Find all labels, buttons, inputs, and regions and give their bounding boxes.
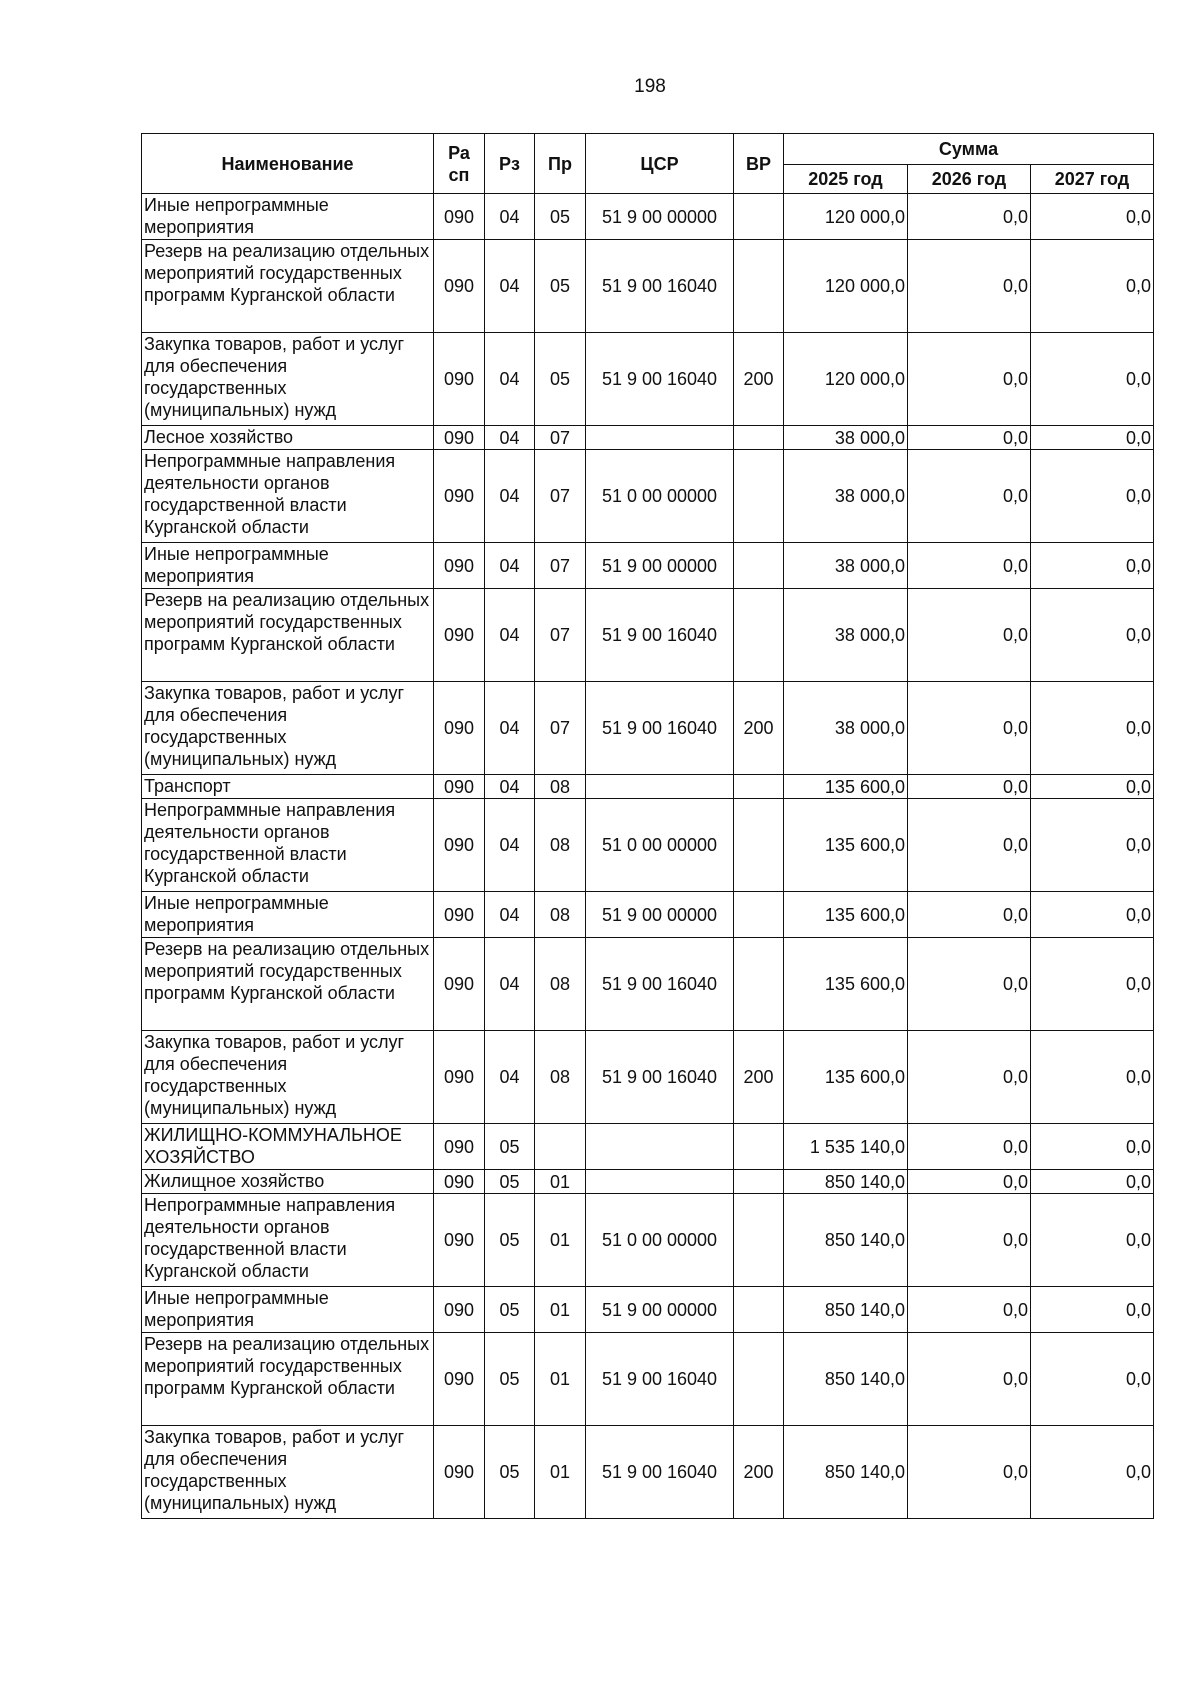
cell-csr: 51 9 00 16040 <box>586 1333 734 1426</box>
cell-rz: 04 <box>485 450 535 543</box>
cell-rasp: 090 <box>434 426 485 450</box>
cell-pr: 01 <box>535 1287 586 1333</box>
cell-y2027: 0,0 <box>1031 333 1154 426</box>
cell-y2026: 0,0 <box>908 1426 1031 1519</box>
header-year-2025: 2025 год <box>784 165 908 194</box>
table-row <box>142 333 1154 426</box>
cell-y2026: 0,0 <box>908 892 1031 938</box>
cell-name: Иные непрограммные мероприятия <box>142 543 434 589</box>
cell-vr <box>734 194 784 240</box>
cell-pr: 08 <box>535 1031 586 1124</box>
cell-name: Резерв на реализацию отдельных мероприятий государственных программ Курганской области <box>142 938 434 1031</box>
table-row <box>142 194 1154 240</box>
cell-rz: 05 <box>485 1333 535 1426</box>
cell-name: ЖИЛИЩНО-КОММУНАЛЬНОЕ ХОЗЯЙСТВО <box>142 1124 434 1170</box>
cell-pr: 05 <box>535 194 586 240</box>
cell-y2027: 0,0 <box>1031 589 1154 682</box>
cell-rz: 05 <box>485 1194 535 1287</box>
cell-csr: 51 9 00 16040 <box>586 1426 734 1519</box>
cell-y2026: 0,0 <box>908 194 1031 240</box>
cell-y2026: 0,0 <box>908 775 1031 799</box>
cell-y2025: 1 535 140,0 <box>784 1124 908 1170</box>
cell-rz: 04 <box>485 799 535 892</box>
cell-y2027: 0,0 <box>1031 194 1154 240</box>
cell-y2025: 135 600,0 <box>784 799 908 892</box>
cell-csr: 51 9 00 16040 <box>586 938 734 1031</box>
cell-csr: 51 0 00 00000 <box>586 450 734 543</box>
cell-rasp: 090 <box>434 938 485 1031</box>
cell-rz: 04 <box>485 194 535 240</box>
cell-pr: 07 <box>535 589 586 682</box>
cell-y2027: 0,0 <box>1031 1124 1154 1170</box>
cell-rz: 04 <box>485 240 535 333</box>
cell-y2025: 120 000,0 <box>784 333 908 426</box>
cell-rz: 04 <box>485 1031 535 1124</box>
cell-name: Резерв на реализацию отдельных мероприятий государственных программ Курганской области <box>142 1333 434 1426</box>
cell-y2026: 0,0 <box>908 1124 1031 1170</box>
table-row <box>142 682 1154 775</box>
cell-rasp: 090 <box>434 799 485 892</box>
cell-y2026: 0,0 <box>908 333 1031 426</box>
cell-y2026: 0,0 <box>908 426 1031 450</box>
table-row <box>142 1426 1154 1519</box>
cell-csr: 51 9 00 16040 <box>586 240 734 333</box>
cell-vr <box>734 1194 784 1287</box>
cell-rasp: 090 <box>434 1333 485 1426</box>
cell-y2027: 0,0 <box>1031 1333 1154 1426</box>
cell-y2026: 0,0 <box>908 1333 1031 1426</box>
table-row <box>142 240 1154 333</box>
cell-y2026: 0,0 <box>908 450 1031 543</box>
cell-rasp: 090 <box>434 1031 485 1124</box>
cell-y2025: 120 000,0 <box>784 194 908 240</box>
cell-csr: 51 9 00 16040 <box>586 682 734 775</box>
cell-vr <box>734 543 784 589</box>
cell-csr <box>586 1170 734 1194</box>
cell-csr: 51 9 00 16040 <box>586 589 734 682</box>
cell-y2026: 0,0 <box>908 938 1031 1031</box>
cell-vr <box>734 426 784 450</box>
cell-rz: 04 <box>485 682 535 775</box>
cell-rz: 04 <box>485 333 535 426</box>
cell-y2027: 0,0 <box>1031 1287 1154 1333</box>
cell-rz: 04 <box>485 938 535 1031</box>
header-pr: Пр <box>535 134 586 194</box>
table-row <box>142 589 1154 682</box>
cell-rasp: 090 <box>434 892 485 938</box>
cell-y2027: 0,0 <box>1031 450 1154 543</box>
cell-rasp: 090 <box>434 1170 485 1194</box>
table-row <box>142 1031 1154 1124</box>
cell-pr: 05 <box>535 240 586 333</box>
cell-y2025: 38 000,0 <box>784 450 908 543</box>
cell-pr: 08 <box>535 799 586 892</box>
cell-name: Иные непрограммные мероприятия <box>142 194 434 240</box>
cell-vr: 200 <box>734 333 784 426</box>
cell-rasp: 090 <box>434 240 485 333</box>
table-row <box>142 450 1154 543</box>
header-year-2026: 2026 год <box>908 165 1031 194</box>
cell-pr: 08 <box>535 775 586 799</box>
cell-pr: 01 <box>535 1333 586 1426</box>
cell-y2027: 0,0 <box>1031 1194 1154 1287</box>
cell-pr: 07 <box>535 426 586 450</box>
cell-vr <box>734 1287 784 1333</box>
table-row <box>142 1194 1154 1287</box>
cell-y2025: 38 000,0 <box>784 426 908 450</box>
cell-vr <box>734 799 784 892</box>
cell-y2027: 0,0 <box>1031 892 1154 938</box>
cell-rasp: 090 <box>434 333 485 426</box>
cell-y2025: 38 000,0 <box>784 589 908 682</box>
header-year-2027: 2027 год <box>1031 165 1154 194</box>
table-row <box>142 938 1154 1031</box>
cell-y2027: 0,0 <box>1031 426 1154 450</box>
cell-vr: 200 <box>734 1426 784 1519</box>
cell-y2025: 850 140,0 <box>784 1333 908 1426</box>
cell-name: Иные непрограммные мероприятия <box>142 1287 434 1333</box>
cell-vr <box>734 1124 784 1170</box>
cell-name: Резерв на реализацию отдельных мероприятий государственных программ Курганской области <box>142 589 434 682</box>
cell-pr: 01 <box>535 1426 586 1519</box>
cell-csr <box>586 426 734 450</box>
cell-name: Непрограммные направления деятельности органов государственной власти Курганской области <box>142 1194 434 1287</box>
cell-rasp: 090 <box>434 1124 485 1170</box>
header-vr: ВР <box>734 134 784 194</box>
cell-rasp: 090 <box>434 543 485 589</box>
cell-pr: 08 <box>535 938 586 1031</box>
cell-rz: 04 <box>485 426 535 450</box>
table-row <box>142 543 1154 589</box>
cell-rz: 05 <box>485 1170 535 1194</box>
cell-rasp: 090 <box>434 1426 485 1519</box>
cell-y2026: 0,0 <box>908 240 1031 333</box>
cell-y2026: 0,0 <box>908 1194 1031 1287</box>
table-row <box>142 775 1154 799</box>
cell-csr: 51 9 00 00000 <box>586 1287 734 1333</box>
cell-name: Закупка товаров, работ и услуг для обеспечения государственных (муниципальных) нужд <box>142 1031 434 1124</box>
page-number: 198 <box>634 76 666 97</box>
cell-rasp: 090 <box>434 682 485 775</box>
cell-rasp: 090 <box>434 589 485 682</box>
cell-rz: 04 <box>485 775 535 799</box>
cell-y2025: 135 600,0 <box>784 1031 908 1124</box>
cell-y2025: 38 000,0 <box>784 682 908 775</box>
budget-table <box>141 133 1154 1519</box>
cell-rz: 05 <box>485 1124 535 1170</box>
cell-y2027: 0,0 <box>1031 240 1154 333</box>
cell-y2027: 0,0 <box>1031 799 1154 892</box>
cell-vr <box>734 1333 784 1426</box>
table-row <box>142 892 1154 938</box>
cell-vr <box>734 240 784 333</box>
cell-y2027: 0,0 <box>1031 682 1154 775</box>
table-row <box>142 426 1154 450</box>
cell-rz: 04 <box>485 892 535 938</box>
cell-csr: 51 9 00 16040 <box>586 1031 734 1124</box>
cell-csr: 51 9 00 00000 <box>586 194 734 240</box>
cell-name: Закупка товаров, работ и услуг для обеспечения государственных (муниципальных) нужд <box>142 1426 434 1519</box>
cell-csr: 51 0 00 00000 <box>586 1194 734 1287</box>
cell-name: Непрограммные направления деятельности органов государственной власти Курганской области <box>142 450 434 543</box>
cell-y2025: 135 600,0 <box>784 938 908 1031</box>
cell-rasp: 090 <box>434 1287 485 1333</box>
cell-name: Непрограммные направления деятельности органов государственной власти Курганской области <box>142 799 434 892</box>
cell-csr: 51 9 00 00000 <box>586 892 734 938</box>
cell-y2026: 0,0 <box>908 1031 1031 1124</box>
cell-y2026: 0,0 <box>908 543 1031 589</box>
cell-vr <box>734 892 784 938</box>
cell-pr: 08 <box>535 892 586 938</box>
header-rz: Рз <box>485 134 535 194</box>
cell-name: Транспорт <box>142 775 434 799</box>
cell-rasp: 090 <box>434 450 485 543</box>
cell-name: Резерв на реализацию отдельных мероприятий государственных программ Курганской области <box>142 240 434 333</box>
cell-y2026: 0,0 <box>908 682 1031 775</box>
cell-pr: 07 <box>535 450 586 543</box>
cell-y2025: 135 600,0 <box>784 892 908 938</box>
table-row <box>142 1170 1154 1194</box>
cell-name: Жилищное хозяйство <box>142 1170 434 1194</box>
cell-vr <box>734 589 784 682</box>
cell-csr <box>586 775 734 799</box>
cell-y2027: 0,0 <box>1031 1426 1154 1519</box>
cell-y2025: 850 140,0 <box>784 1194 908 1287</box>
cell-rz: 05 <box>485 1426 535 1519</box>
cell-pr <box>535 1124 586 1170</box>
header-sum: Сумма <box>784 134 1154 165</box>
cell-y2025: 38 000,0 <box>784 543 908 589</box>
header-name: Наименование <box>142 134 434 194</box>
table-row <box>142 1287 1154 1333</box>
cell-csr <box>586 1124 734 1170</box>
cell-vr <box>734 1170 784 1194</box>
cell-y2027: 0,0 <box>1031 1031 1154 1124</box>
cell-pr: 07 <box>535 543 586 589</box>
cell-y2025: 850 140,0 <box>784 1426 908 1519</box>
cell-rasp: 090 <box>434 194 485 240</box>
header-csr: ЦСР <box>586 134 734 194</box>
cell-y2027: 0,0 <box>1031 543 1154 589</box>
cell-csr: 51 9 00 16040 <box>586 333 734 426</box>
cell-y2027: 0,0 <box>1031 1170 1154 1194</box>
cell-y2025: 850 140,0 <box>784 1287 908 1333</box>
cell-y2026: 0,0 <box>908 589 1031 682</box>
table-body <box>142 194 1154 1519</box>
cell-csr: 51 0 00 00000 <box>586 799 734 892</box>
cell-y2027: 0,0 <box>1031 775 1154 799</box>
cell-y2025: 135 600,0 <box>784 775 908 799</box>
cell-y2025: 120 000,0 <box>784 240 908 333</box>
cell-rasp: 090 <box>434 1194 485 1287</box>
cell-y2027: 0,0 <box>1031 938 1154 1031</box>
cell-pr: 05 <box>535 333 586 426</box>
cell-y2025: 850 140,0 <box>784 1170 908 1194</box>
cell-name: Лесное хозяйство <box>142 426 434 450</box>
cell-name: Иные непрограммные мероприятия <box>142 892 434 938</box>
cell-csr: 51 9 00 00000 <box>586 543 734 589</box>
cell-vr <box>734 450 784 543</box>
cell-pr: 07 <box>535 682 586 775</box>
cell-y2026: 0,0 <box>908 1170 1031 1194</box>
cell-pr: 01 <box>535 1170 586 1194</box>
table-row <box>142 1333 1154 1426</box>
cell-rasp: 090 <box>434 775 485 799</box>
cell-pr: 01 <box>535 1194 586 1287</box>
header-rasp: Ра сп <box>434 134 485 194</box>
cell-vr: 200 <box>734 1031 784 1124</box>
header-row-top <box>142 134 1154 165</box>
cell-y2026: 0,0 <box>908 1287 1031 1333</box>
table-row <box>142 1124 1154 1170</box>
cell-y2026: 0,0 <box>908 799 1031 892</box>
cell-rz: 04 <box>485 589 535 682</box>
cell-vr <box>734 775 784 799</box>
cell-vr <box>734 938 784 1031</box>
cell-name: Закупка товаров, работ и услуг для обеспечения государственных (муниципальных) нужд <box>142 333 434 426</box>
cell-name: Закупка товаров, работ и услуг для обеспечения государственных (муниципальных) нужд <box>142 682 434 775</box>
cell-rz: 05 <box>485 1287 535 1333</box>
cell-rz: 04 <box>485 543 535 589</box>
table-row <box>142 799 1154 892</box>
cell-vr: 200 <box>734 682 784 775</box>
